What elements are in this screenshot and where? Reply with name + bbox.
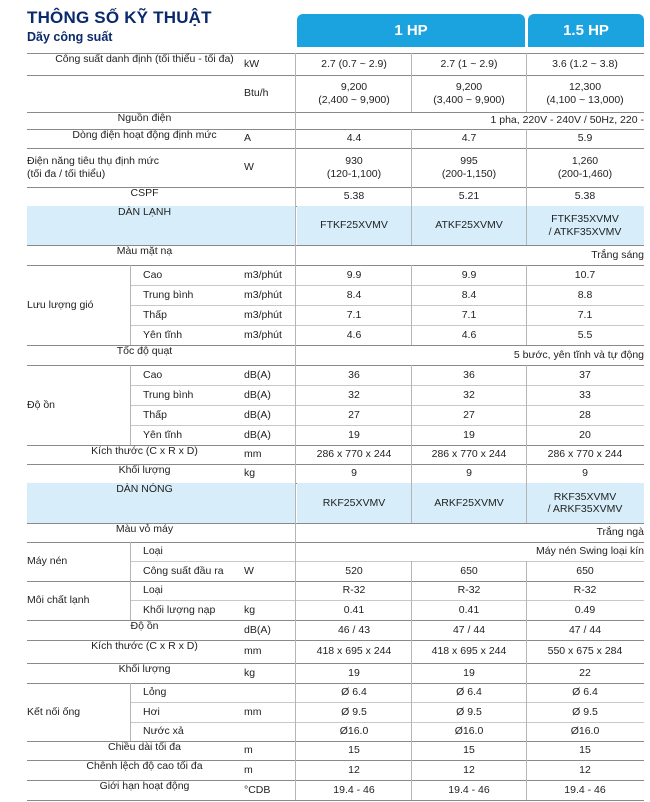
col-divider	[295, 620, 296, 640]
col-divider	[295, 445, 296, 464]
col-divider	[526, 702, 527, 722]
value-cell: 9	[466, 467, 472, 480]
col-divider	[526, 780, 527, 800]
value-cell: 19.4 - 46	[333, 783, 375, 796]
unit-label: m	[244, 744, 253, 757]
value-cell: 8.4	[461, 288, 477, 301]
col-divider	[526, 464, 527, 483]
value-cell: 2.7 (1 ~ 2.9)	[440, 57, 498, 70]
unit-label: kg	[244, 666, 256, 679]
value-cell: 8.8	[577, 288, 593, 301]
col-divider	[295, 245, 296, 265]
col-divider	[526, 75, 527, 112]
col-divider	[295, 112, 296, 129]
col-divider	[411, 365, 412, 385]
col-divider	[526, 561, 527, 581]
value-cell: 5.38	[574, 190, 596, 203]
col-divider	[411, 129, 412, 148]
col-divider	[295, 483, 296, 523]
value-cell: Ø 9.5	[572, 705, 598, 718]
value-cell: 0.41	[458, 603, 480, 616]
col-divider	[411, 385, 412, 405]
col-divider	[295, 600, 296, 620]
row-label: Độ ồn	[130, 620, 159, 632]
row-label: Tốc độ quạt	[116, 345, 173, 357]
col-divider	[295, 53, 296, 75]
group-label: Độ ồn	[27, 398, 56, 411]
sub-label: Thấp	[143, 408, 167, 421]
value-cell: 19	[463, 428, 475, 441]
value-cell: 7.1	[577, 308, 593, 321]
spec-subtitle: Dãy công suất	[27, 30, 113, 44]
unit-label: kW	[244, 57, 260, 70]
col-divider	[526, 129, 527, 148]
col-divider	[295, 265, 296, 285]
unit-label: m3/phút	[244, 328, 282, 341]
col-divider	[295, 683, 296, 702]
value-cell: 4.6	[461, 328, 477, 341]
span-value: Máy nén Swing loại kín	[536, 545, 644, 558]
unit-label: dB(A)	[244, 428, 271, 441]
value-cell: 19	[348, 428, 360, 441]
col-divider	[526, 325, 527, 345]
row-label: Công suất danh định (tối thiểu - tối đa)	[55, 53, 234, 65]
sub-label: Thấp	[143, 308, 167, 321]
col-divider	[526, 285, 527, 305]
unit-label: A	[244, 132, 252, 145]
col-divider	[411, 722, 412, 741]
group-label: Kết nối ống	[27, 705, 81, 718]
unit-label: kg	[244, 603, 256, 616]
col-divider	[411, 325, 412, 345]
unit-label: m3/phút	[244, 308, 282, 321]
col-divider	[411, 187, 412, 206]
unit-label: dB(A)	[244, 368, 271, 381]
value-cell: 19	[348, 666, 360, 679]
sub-label: Trung bình	[143, 288, 194, 301]
unit-label: mm	[244, 645, 262, 658]
value-cell: 930 (120-1,100)	[326, 155, 382, 180]
sub-label: Hơi	[143, 705, 160, 718]
col-divider	[295, 780, 296, 800]
col-divider	[411, 702, 412, 722]
value-cell: 27	[463, 408, 475, 421]
value-cell: 5.9	[577, 132, 593, 145]
value-cell: 286 x 770 x 244	[547, 448, 623, 461]
value-cell: 37	[579, 368, 591, 381]
value-cell: 47 / 44	[452, 623, 486, 636]
col-divider	[526, 640, 527, 663]
col-divider	[295, 148, 296, 187]
row-label: Khối lượng	[118, 663, 171, 675]
value-cell: 7.1	[461, 308, 477, 321]
value-cell: 9.9	[461, 268, 477, 281]
value-cell: 3.6 (1.2 ~ 3.8)	[552, 57, 618, 70]
col-divider	[411, 148, 412, 187]
value-cell: 418 x 695 x 244	[431, 645, 507, 658]
row-label: Kích thước (C x R x D)	[91, 640, 198, 652]
value-cell: Ø 6.4	[341, 686, 367, 699]
row-label: Màu mặt nạ	[116, 245, 173, 257]
row-label: Nguồn điện	[117, 112, 172, 124]
col-divider	[295, 760, 296, 780]
col-divider	[295, 561, 296, 581]
value-cell: 5.5	[577, 328, 593, 341]
row-label: DÀN LẠNH	[117, 206, 172, 218]
sub-label: Yên tĩnh	[143, 328, 183, 341]
sub-label: Cao	[143, 268, 163, 281]
value-cell: Ø 6.4	[456, 686, 482, 699]
value-cell: 12	[463, 763, 475, 776]
col-divider	[526, 483, 527, 523]
col-divider	[295, 702, 296, 722]
unit-label: W	[244, 564, 254, 577]
group-divider	[130, 265, 131, 345]
header-1hp: 1 HP	[297, 14, 525, 47]
unit-label: kg	[244, 467, 256, 480]
value-cell: 27	[348, 408, 360, 421]
group-divider	[130, 365, 131, 445]
col-divider	[411, 561, 412, 581]
unit-label: m3/phút	[244, 288, 282, 301]
col-divider	[295, 75, 296, 112]
col-divider	[526, 600, 527, 620]
col-divider	[411, 75, 412, 112]
group-divider	[130, 581, 131, 620]
col-divider	[411, 425, 412, 445]
col-divider	[526, 760, 527, 780]
sub-label: Nước xả	[143, 725, 184, 738]
col-divider	[295, 523, 296, 542]
col-divider	[526, 683, 527, 702]
value-cell: Ø 9.5	[456, 705, 482, 718]
value-cell: Ø 9.5	[341, 705, 367, 718]
row-label: Giới hạn hoạt động	[99, 780, 190, 792]
group-label: Lưu lượng gió	[27, 298, 94, 311]
value-cell: FTKF35XVMV / ATKF35XVMV	[548, 213, 622, 238]
value-cell: 9	[351, 467, 357, 480]
col-divider	[526, 445, 527, 464]
row-label: DÀN NÓNG	[116, 483, 173, 495]
col-divider	[295, 405, 296, 425]
value-cell: 32	[348, 388, 360, 401]
value-cell: 28	[579, 408, 591, 421]
col-divider	[526, 581, 527, 600]
col-divider	[526, 620, 527, 640]
value-cell: 15	[348, 744, 360, 757]
col-divider	[526, 365, 527, 385]
value-cell: 2.7 (0.7 ~ 2.9)	[321, 57, 387, 70]
col-divider	[526, 663, 527, 683]
spec-title: THÔNG SỐ KỸ THUẬT	[27, 8, 212, 27]
col-divider	[526, 265, 527, 285]
col-divider	[295, 581, 296, 600]
col-divider	[411, 741, 412, 760]
value-cell: ATKF25XVMV	[435, 219, 503, 232]
sub-label: Công suất đầu ra	[143, 564, 224, 577]
col-divider	[295, 206, 296, 245]
value-cell: 550 x 675 x 284	[547, 645, 623, 658]
span-value: 5 bước, yên tĩnh và tự động	[513, 348, 644, 361]
col-divider	[411, 760, 412, 780]
value-cell: Ø16.0	[454, 725, 484, 738]
value-cell: 33	[579, 388, 591, 401]
value-cell: 995 (200-1,150)	[441, 155, 497, 180]
sub-label: Yên tĩnh	[143, 428, 183, 441]
col-divider	[411, 305, 412, 325]
col-divider	[526, 741, 527, 760]
col-divider	[526, 722, 527, 741]
col-divider	[411, 663, 412, 683]
col-divider	[295, 722, 296, 741]
value-cell: 36	[463, 368, 475, 381]
row-label: Màu vỏ máy	[115, 523, 174, 535]
span-value: Trắng sáng	[591, 248, 644, 261]
col-divider	[411, 600, 412, 620]
col-divider	[411, 464, 412, 483]
unit-label: mm	[244, 705, 262, 718]
col-divider	[295, 425, 296, 445]
col-divider	[411, 405, 412, 425]
group-label: Môi chất lạnh	[27, 594, 90, 607]
col-divider	[295, 325, 296, 345]
value-cell: 9,200 (2,400 ~ 9,900)	[318, 81, 390, 106]
sub-label: Loại	[143, 545, 163, 558]
col-divider	[411, 483, 412, 523]
row-label: Dòng điện hoạt động định mức	[72, 129, 217, 141]
unit-label: m3/phút	[244, 268, 282, 281]
row-border	[27, 800, 644, 801]
value-cell: RKF35XVMV / ARKF35XVMV	[547, 490, 623, 515]
value-cell: 9	[582, 467, 588, 480]
value-cell: Ø 6.4	[572, 686, 598, 699]
unit-label: m	[244, 763, 253, 776]
row-label: Chênh lệch độ cao tối đa	[86, 760, 203, 772]
col-divider	[295, 741, 296, 760]
col-divider	[526, 206, 527, 245]
value-cell: 15	[463, 744, 475, 757]
value-cell: 19.4 - 46	[564, 783, 606, 796]
group-label: Máy nén	[27, 555, 68, 568]
col-divider	[411, 445, 412, 464]
group-divider	[130, 542, 131, 581]
value-cell: 46 / 43	[337, 623, 371, 636]
col-divider	[295, 345, 296, 365]
col-divider	[411, 265, 412, 285]
value-cell: 15	[579, 744, 591, 757]
value-cell: 286 x 770 x 244	[316, 448, 392, 461]
value-cell: R-32	[457, 584, 481, 597]
group-divider	[130, 683, 131, 741]
value-cell: 5.21	[458, 190, 480, 203]
value-cell: 650	[460, 564, 478, 577]
span-value: Trắng ngà	[596, 526, 644, 539]
value-cell: 12	[348, 763, 360, 776]
value-cell: 47 / 44	[568, 623, 602, 636]
value-cell: 36	[348, 368, 360, 381]
span-value: 1 pha, 220V - 240V / 50Hz, 220 -	[490, 114, 644, 127]
unit-label: dB(A)	[244, 388, 271, 401]
col-divider	[411, 581, 412, 600]
value-cell: Ø16.0	[339, 725, 369, 738]
col-divider	[295, 129, 296, 148]
sub-label: Cao	[143, 368, 163, 381]
unit-label: Btu/h	[244, 87, 269, 100]
value-cell: 19	[463, 666, 475, 679]
sub-label: Khối lượng nạp	[143, 603, 216, 616]
value-cell: RKF25XVMV	[322, 496, 386, 509]
col-divider	[295, 640, 296, 663]
value-cell: 0.49	[574, 603, 596, 616]
col-divider	[295, 464, 296, 483]
value-cell: 12	[579, 763, 591, 776]
col-divider	[295, 365, 296, 385]
value-cell: 286 x 770 x 244	[431, 448, 507, 461]
value-cell: 1,260 (200-1,460)	[557, 155, 613, 180]
value-cell: Ø16.0	[570, 725, 600, 738]
row-label: Khối lượng	[118, 464, 171, 476]
value-cell: 8.4	[346, 288, 362, 301]
unit-label: dB(A)	[244, 408, 271, 421]
sub-label: Trung bình	[143, 388, 194, 401]
col-divider	[295, 542, 296, 561]
value-cell: 22	[579, 666, 591, 679]
col-divider	[295, 285, 296, 305]
unit-label: dB(A)	[244, 623, 271, 636]
col-divider	[295, 663, 296, 683]
row-label: Kích thước (C x R x D)	[91, 445, 198, 457]
value-cell: 418 x 695 x 244	[316, 645, 392, 658]
col-divider	[526, 385, 527, 405]
value-cell: 650	[576, 564, 594, 577]
value-cell: 7.1	[346, 308, 362, 321]
value-cell: 5.38	[343, 190, 365, 203]
col-divider	[411, 640, 412, 663]
value-cell: R-32	[573, 584, 597, 597]
row-label: CSPF	[130, 187, 159, 199]
value-cell: R-32	[342, 584, 366, 597]
col-divider	[295, 187, 296, 206]
col-divider	[411, 780, 412, 800]
col-divider	[295, 385, 296, 405]
col-divider	[295, 305, 296, 325]
unit-label: mm	[244, 448, 262, 461]
value-cell: 12,300 (4,100 ~ 13,000)	[546, 81, 624, 106]
col-divider	[526, 53, 527, 75]
value-cell: 20	[579, 428, 591, 441]
value-cell: 4.7	[461, 132, 477, 145]
sub-label: Loại	[143, 584, 163, 597]
col-divider	[526, 187, 527, 206]
value-cell: 9,200 (3,400 ~ 9,900)	[433, 81, 505, 106]
value-cell: 520	[345, 564, 363, 577]
col-divider	[526, 148, 527, 187]
value-cell: 9.9	[346, 268, 362, 281]
col-divider	[411, 285, 412, 305]
col-divider	[526, 425, 527, 445]
unit-label: W	[244, 161, 254, 174]
value-cell: 10.7	[574, 268, 596, 281]
value-cell: 19.4 - 46	[448, 783, 490, 796]
row-label: Chiều dài tối đa	[108, 741, 181, 753]
sub-label: Lỏng	[143, 686, 167, 699]
col-divider	[526, 405, 527, 425]
header-1-5hp: 1.5 HP	[528, 14, 644, 47]
row-label: Điện năng tiêu thụ định mức (tối đa / tối thiểu)	[27, 155, 159, 180]
value-cell: 4.4	[346, 132, 362, 145]
col-divider	[411, 620, 412, 640]
value-cell: 32	[463, 388, 475, 401]
value-cell: 0.41	[343, 603, 365, 616]
value-cell: FTKF25XVMV	[320, 219, 388, 232]
unit-label: °CDB	[244, 783, 271, 796]
col-divider	[526, 305, 527, 325]
col-divider	[411, 683, 412, 702]
col-divider	[411, 206, 412, 245]
col-divider	[411, 53, 412, 75]
value-cell: 4.6	[346, 328, 362, 341]
value-cell: ARKF25XVMV	[434, 496, 504, 509]
